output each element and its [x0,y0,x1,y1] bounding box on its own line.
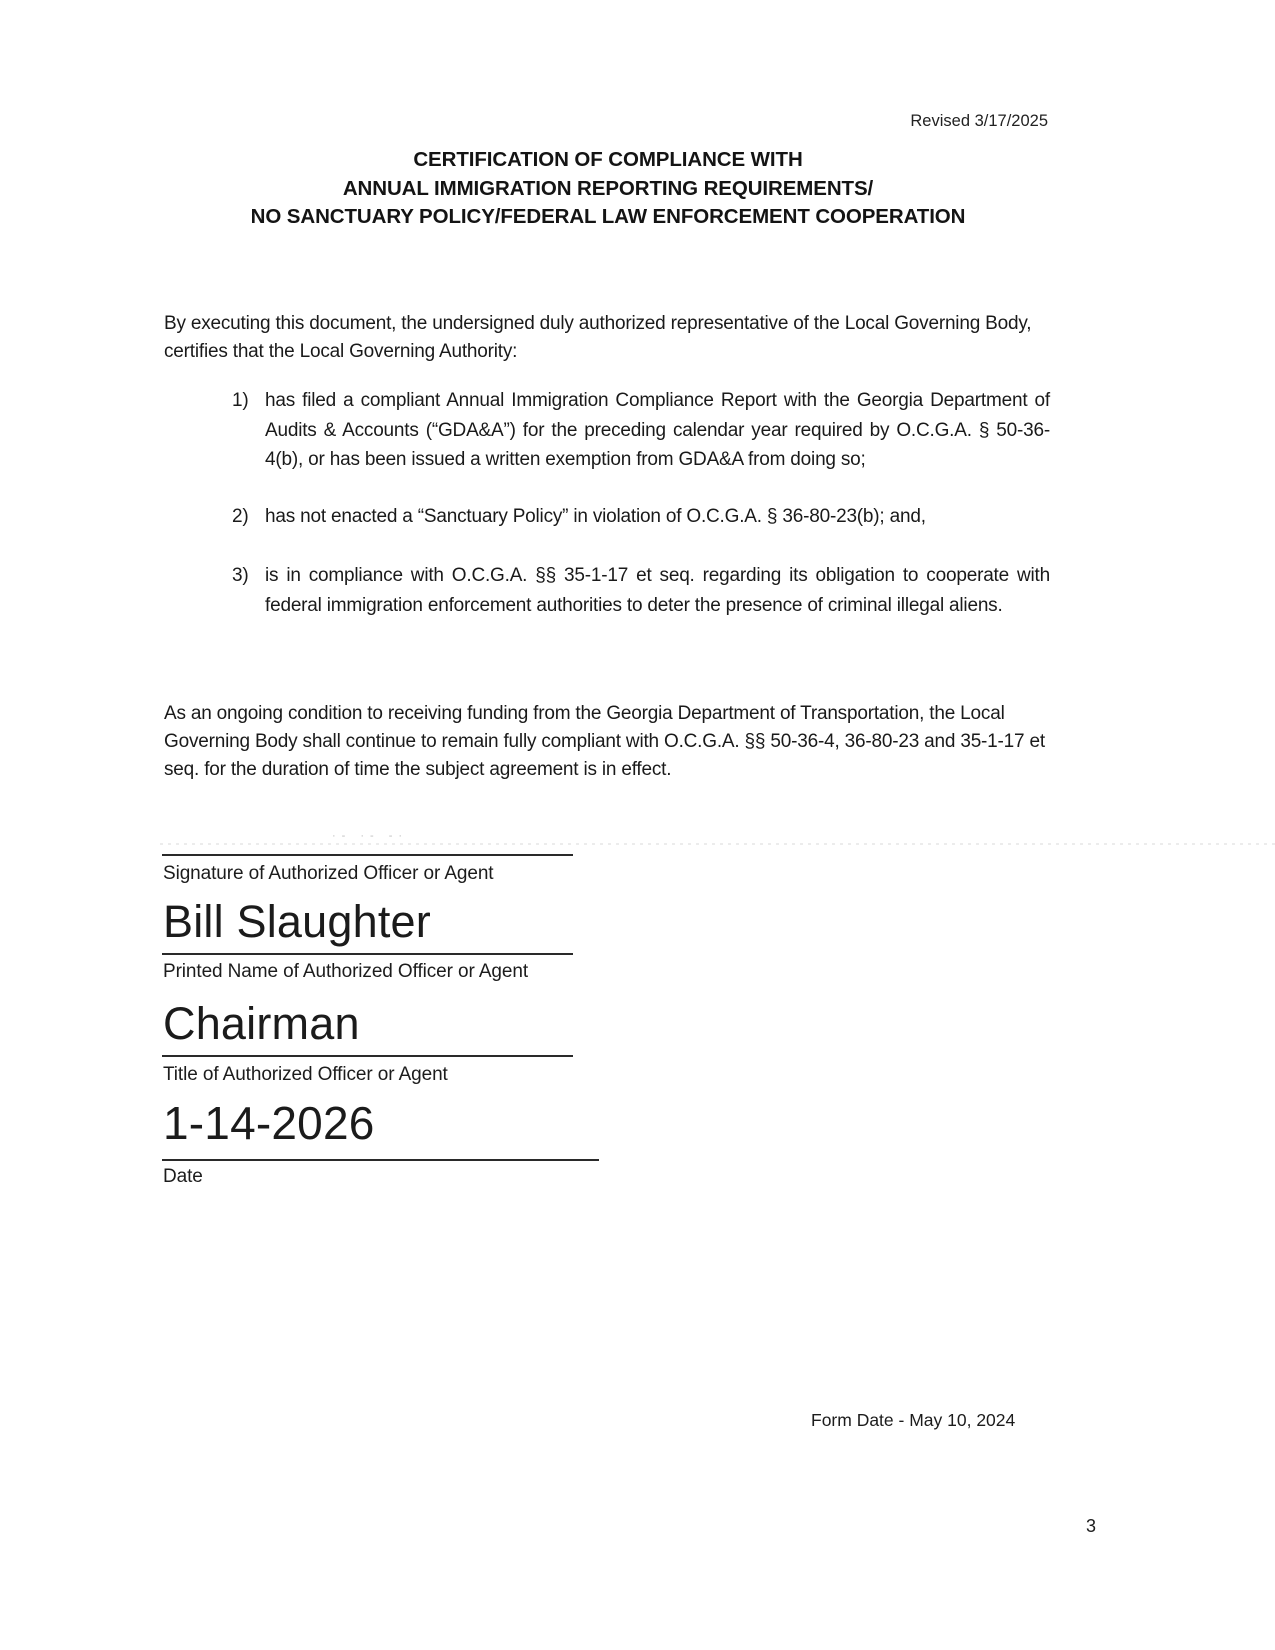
document-title [163,146,1053,232]
list-item [232,502,1050,532]
closing-paragraph: As an ongoing condition to receiving funding from the Georgia Department of Transportation, the Local Governing Body shall continue to remain fully compliant with O.C.G.A. §§ 50-36-4, 36-80-23 and 35-1-17 et seq. for the duration of time the subject agreement is in effect. [164,703,1045,780]
list-item-text: is in compliance with O.C.G.A. §§ 35-1-17 et seq. regarding its obligation to cooperate with federal immigration enforcement authorities to deter the presence of criminal illegal aliens. [265,565,1050,616]
printed-name-value: Bill Slaughter [163,896,431,947]
list-item-number: 2) [232,505,249,527]
title-line [162,1055,573,1057]
list-item [232,386,1050,475]
printed-name-line [162,953,573,955]
list-item [232,561,1050,620]
title-value: Chairman [163,998,360,1049]
form-date: Form Date - May 10, 2024 [811,1410,1016,1430]
faint-signature-ink: ·‐ ·‑ ‑· [332,830,409,842]
date-value: 1-14-2026 [163,1097,375,1149]
title-line-3: NO SANCTUARY POLICY/FEDERAL LAW ENFORCEMENT COOPERATION [250,205,966,228]
certification-list [232,386,1050,620]
intro-paragraph: By executing this document, the undersigned duly authorized representative of the Local Governing Body, certifies that the Local Governing Authority: [164,313,1032,362]
date-line [162,1159,599,1161]
revised-date: Revised 3/17/2025 [910,112,1048,130]
list-item-number: 3) [232,565,249,586]
list-item-number: 1) [232,390,249,411]
title-line-2: ANNUAL IMMIGRATION REPORTING REQUIREMENTS/ [342,176,874,200]
list-item-text: has not enacted a “Sanctuary Policy” in violation of O.C.G.A. § 36-80-23(b); and, [265,505,926,527]
date-label: Date [163,1166,203,1187]
signature-label: Signature of Authorized Officer or Agent [163,863,494,884]
title-label: Title of Authorized Officer or Agent [163,1064,448,1085]
scan-artifact-row [160,843,1275,845]
page-number: 3 [1086,1516,1097,1536]
list-item-text: has filed a compliant Annual Immigration Compliance Report with the Georgia Department of Audits & Accounts (“GDA&A”) for the preceding calendar year required by O.C.G.A. § 50-36-4(b), or has been issued a written exemption from GDA&A from doing so; [265,390,1050,470]
printed-name-label: Printed Name of Authorized Officer or Agent [163,961,528,982]
signature-line [162,854,573,856]
title-line-1: CERTIFICATION OF COMPLIANCE WITH [413,148,803,171]
